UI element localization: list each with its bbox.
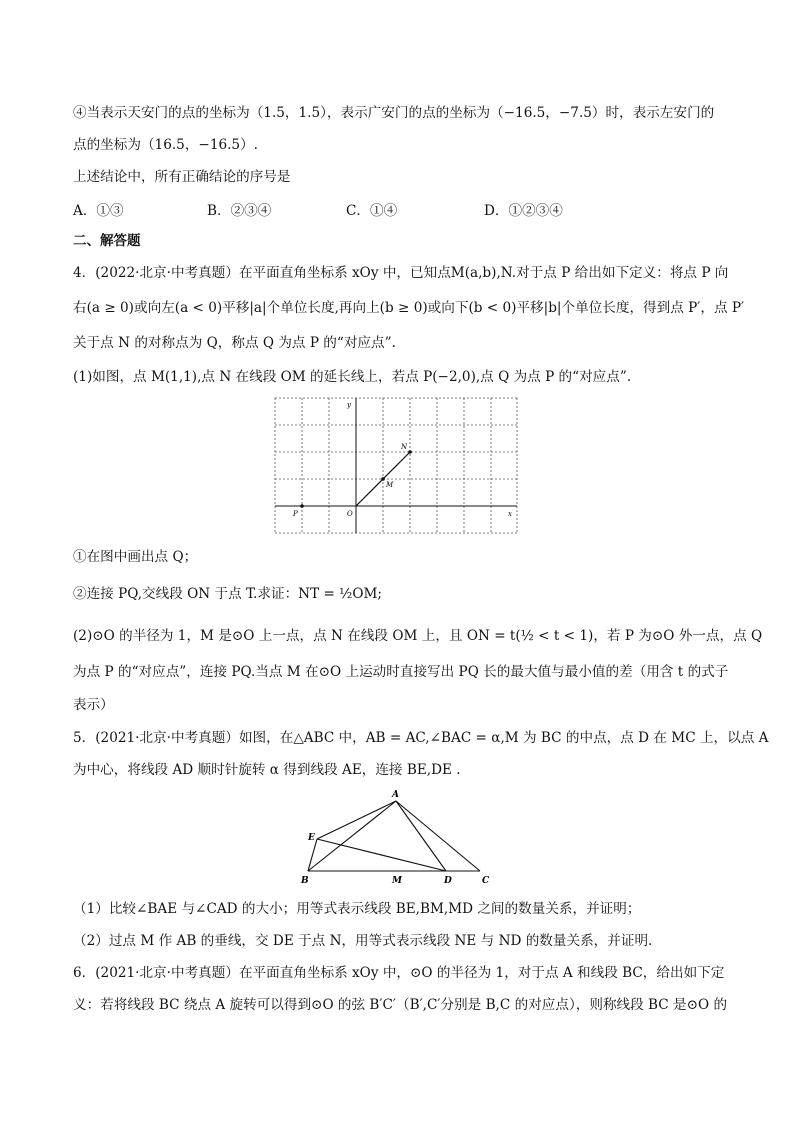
point-m-label: M — [386, 481, 394, 489]
origin-label: O — [347, 510, 353, 518]
triangle-lines — [308, 801, 480, 871]
point-n-label: N — [401, 443, 408, 451]
point-p — [300, 504, 304, 508]
q4-line-3: 关于点 N 的对称点为 Q，称点 Q 为点 P 的“对应点”. — [73, 335, 396, 351]
x-axis-label: x — [508, 510, 512, 518]
point-d-label: D — [444, 876, 452, 886]
point-e-label: E — [308, 833, 315, 843]
point-p-label: P — [293, 510, 298, 518]
q4-line-1: 4．(2022·北京·中考真题）在平面直角坐标系 xOy 中，已知点M(a,b),N.对于点 P 给出如下定义：将点 P 向 — [73, 265, 729, 281]
q3-statement-4-cont: 点的坐标为（16.5，−16.5）. — [73, 137, 258, 153]
q4-part-1-i: ①在图中画出点 Q； — [73, 549, 198, 565]
option-a: A．①③ — [73, 203, 124, 219]
option-b: B．②③④ — [207, 203, 272, 219]
point-n — [408, 450, 412, 454]
q4-part-1: (1)如图，点 M(1,1),点 N 在线段 OM 的延长线上，若点 P(−2,0),点 Q 为点 P 的“对应点”. — [73, 369, 632, 385]
y-axis-label: y — [347, 401, 351, 409]
q5-line-2: 为中心，将线段 AD 顺时针旋转 α 得到线段 AE，连接 BE,DE . — [73, 762, 461, 778]
triangle-figure — [300, 788, 496, 888]
option-d: D．①②③④ — [484, 203, 563, 219]
q6-line-2: 义：若将线段 BC 绕点 A 旋转可以得到⊙O 的弦 B′C′（B′,C′分别是 B,C 的对应点），则称线段 BC 是⊙O 的 — [73, 997, 728, 1013]
q4-part-2-line-3: 表示） — [73, 697, 114, 713]
q4-line-2: 右(a ≥ 0)或向左(a < 0)平移|a|个单位长度,再向上(b ≥ 0)或向下(b < 0)平移|b|个单位长度，得到点 P′，点 P′ — [73, 300, 745, 316]
vertex-a-label: A — [392, 790, 399, 800]
q4-part-2-line-1: (2)⊙O 的半径为 1，M 是⊙O 上一点，点 N 在线段 OM 上，且 ON = t(½ < t < 1)，若 P 为⊙O 外一点，点 Q — [73, 628, 763, 644]
q5-part-1: （1）比较∠BAE 与∠CAD 的大小；用等式表示线段 BE,BM,MD 之间的数量关系，并证明； — [73, 901, 641, 917]
q4-part-2-line-2: 为点 P 的“对应点”，连接 PQ.当点 M 在⊙O 上运动时直接写出 PQ 长的最大值与最小值的差（用含 t 的式子 — [73, 664, 729, 680]
point-m-label: M — [392, 876, 402, 886]
q3-prompt: 上述结论中，所有正确结论的序号是 — [73, 169, 291, 185]
q4-part-1-ii: ②连接 PQ,交线段 ON 于点 T.求证：NT = ½OM; — [73, 586, 382, 602]
section-heading: 二、解答题 — [73, 233, 141, 249]
q3-statement-4: ④当表示天安门的点的坐标为（1.5，1.5），表示广安门的点的坐标为（−16.5，−7.5）时，表示左安门的 — [73, 105, 715, 121]
point-m — [381, 477, 385, 481]
q5-part-2: （2）过点 M 作 AB 的垂线，交 DE 于点 N，用等式表示线段 NE 与 ND 的数量关系，并证明. — [73, 933, 653, 949]
q5-line-1: 5．(2021·北京·中考真题）如图，在△ABC 中，AB = AC,∠BAC = α,M 为 BC 的中点，点 D 在 MC 上，以点 A — [73, 730, 769, 746]
vertex-b-label: B — [301, 876, 309, 886]
q6-line-1: 6．(2021·北京·中考真题）在平面直角坐标系 xOy 中，⊙O 的半径为 1，对于点 A 和线段 BC，给出如下定 — [73, 965, 725, 981]
coordinate-grid-figure — [272, 395, 520, 535]
option-c: C．①④ — [346, 203, 398, 219]
vertex-c-label: C — [482, 876, 490, 886]
